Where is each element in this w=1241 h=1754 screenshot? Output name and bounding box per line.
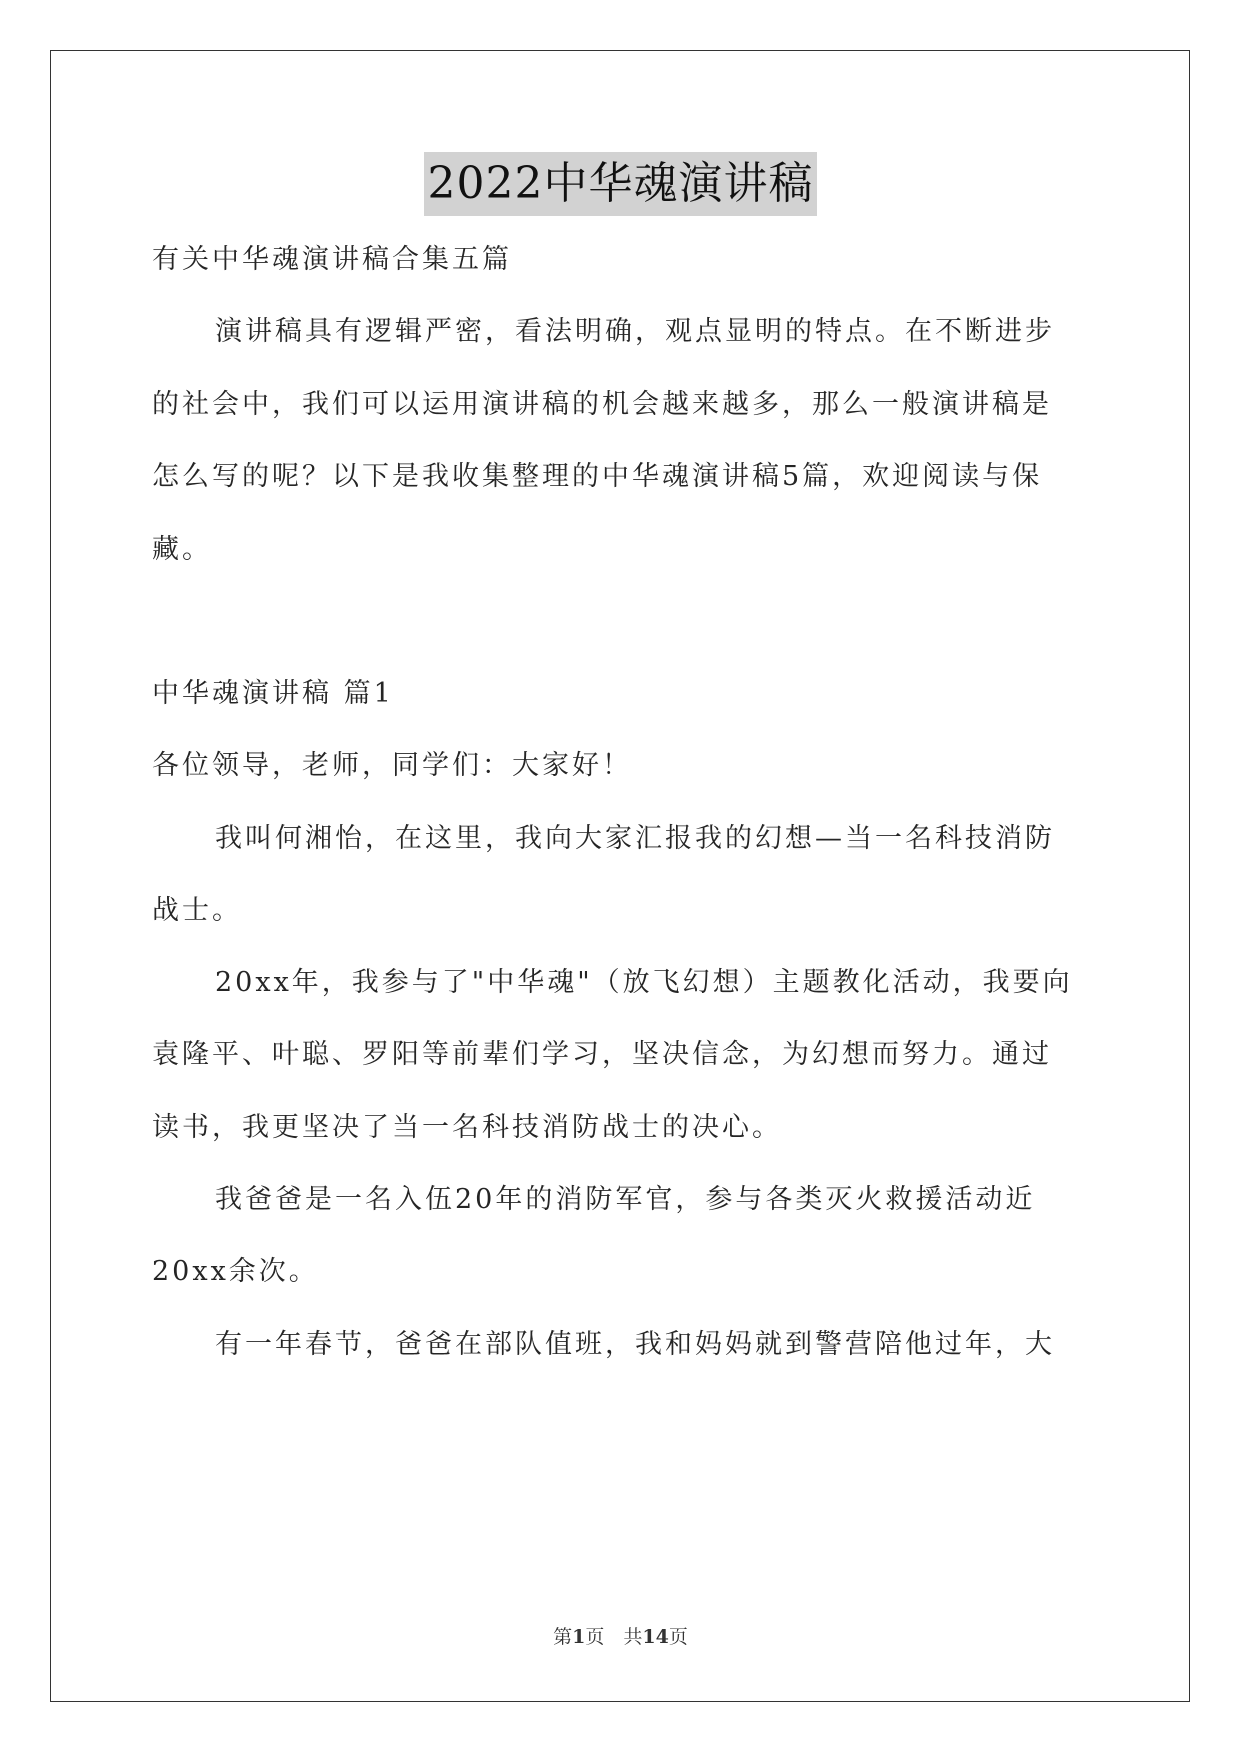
footer-mid: 页 共 <box>585 1626 643 1648</box>
paragraph-line: 演讲稿具有逻辑严密，看法明确，观点显明的特点。在不断进步 <box>215 316 1055 347</box>
paragraph-line: 20xx余次。 <box>152 1256 319 1287</box>
paragraph-line: 藏。 <box>152 534 212 565</box>
paragraph-line: 我叫何湘怡，在这里，我向大家汇报我的幻想—当一名科技消防 <box>215 823 1055 854</box>
section-heading: 中华魂演讲稿 篇1 <box>152 678 394 709</box>
subtitle-line: 有关中华魂演讲稿合集五篇 <box>152 244 512 275</box>
paragraph-line: 有一年春节，爸爸在部队值班，我和妈妈就到警营陪他过年，大 <box>215 1329 1055 1360</box>
total-page-number: 14 <box>642 1626 669 1648</box>
greeting-line: 各位领导，老师，同学们：大家好！ <box>152 750 632 781</box>
page-footer <box>0 1622 1241 1649</box>
title-container <box>0 152 1241 216</box>
paragraph-line: 我爸爸是一名入伍20年的消防军官，参与各类灭火救援活动近 <box>215 1184 1036 1215</box>
paragraph-line: 战士。 <box>152 895 242 926</box>
paragraph-line: 20xx年，我参与了"中华魂"（放飞幻想）主题教化活动，我要向 <box>215 967 1073 998</box>
paragraph-line: 读书，我更坚决了当一名科技消防战士的决心。 <box>152 1112 782 1143</box>
paragraph-line: 的社会中，我们可以运用演讲稿的机会越来越多，那么一般演讲稿是 <box>152 389 1052 420</box>
document-title: 2022中华魂演讲稿 <box>424 152 818 216</box>
paragraph-line: 怎么写的呢？以下是我收集整理的中华魂演讲稿5篇，欢迎阅读与保 <box>152 461 1043 492</box>
footer-prefix: 第 <box>553 1626 573 1648</box>
current-page-number: 1 <box>572 1626 586 1648</box>
footer-suffix: 页 <box>668 1626 688 1648</box>
page-border <box>50 50 1190 1702</box>
paragraph-line: 袁隆平、叶聪、罗阳等前辈们学习，坚决信念，为幻想而努力。通过 <box>152 1039 1052 1070</box>
